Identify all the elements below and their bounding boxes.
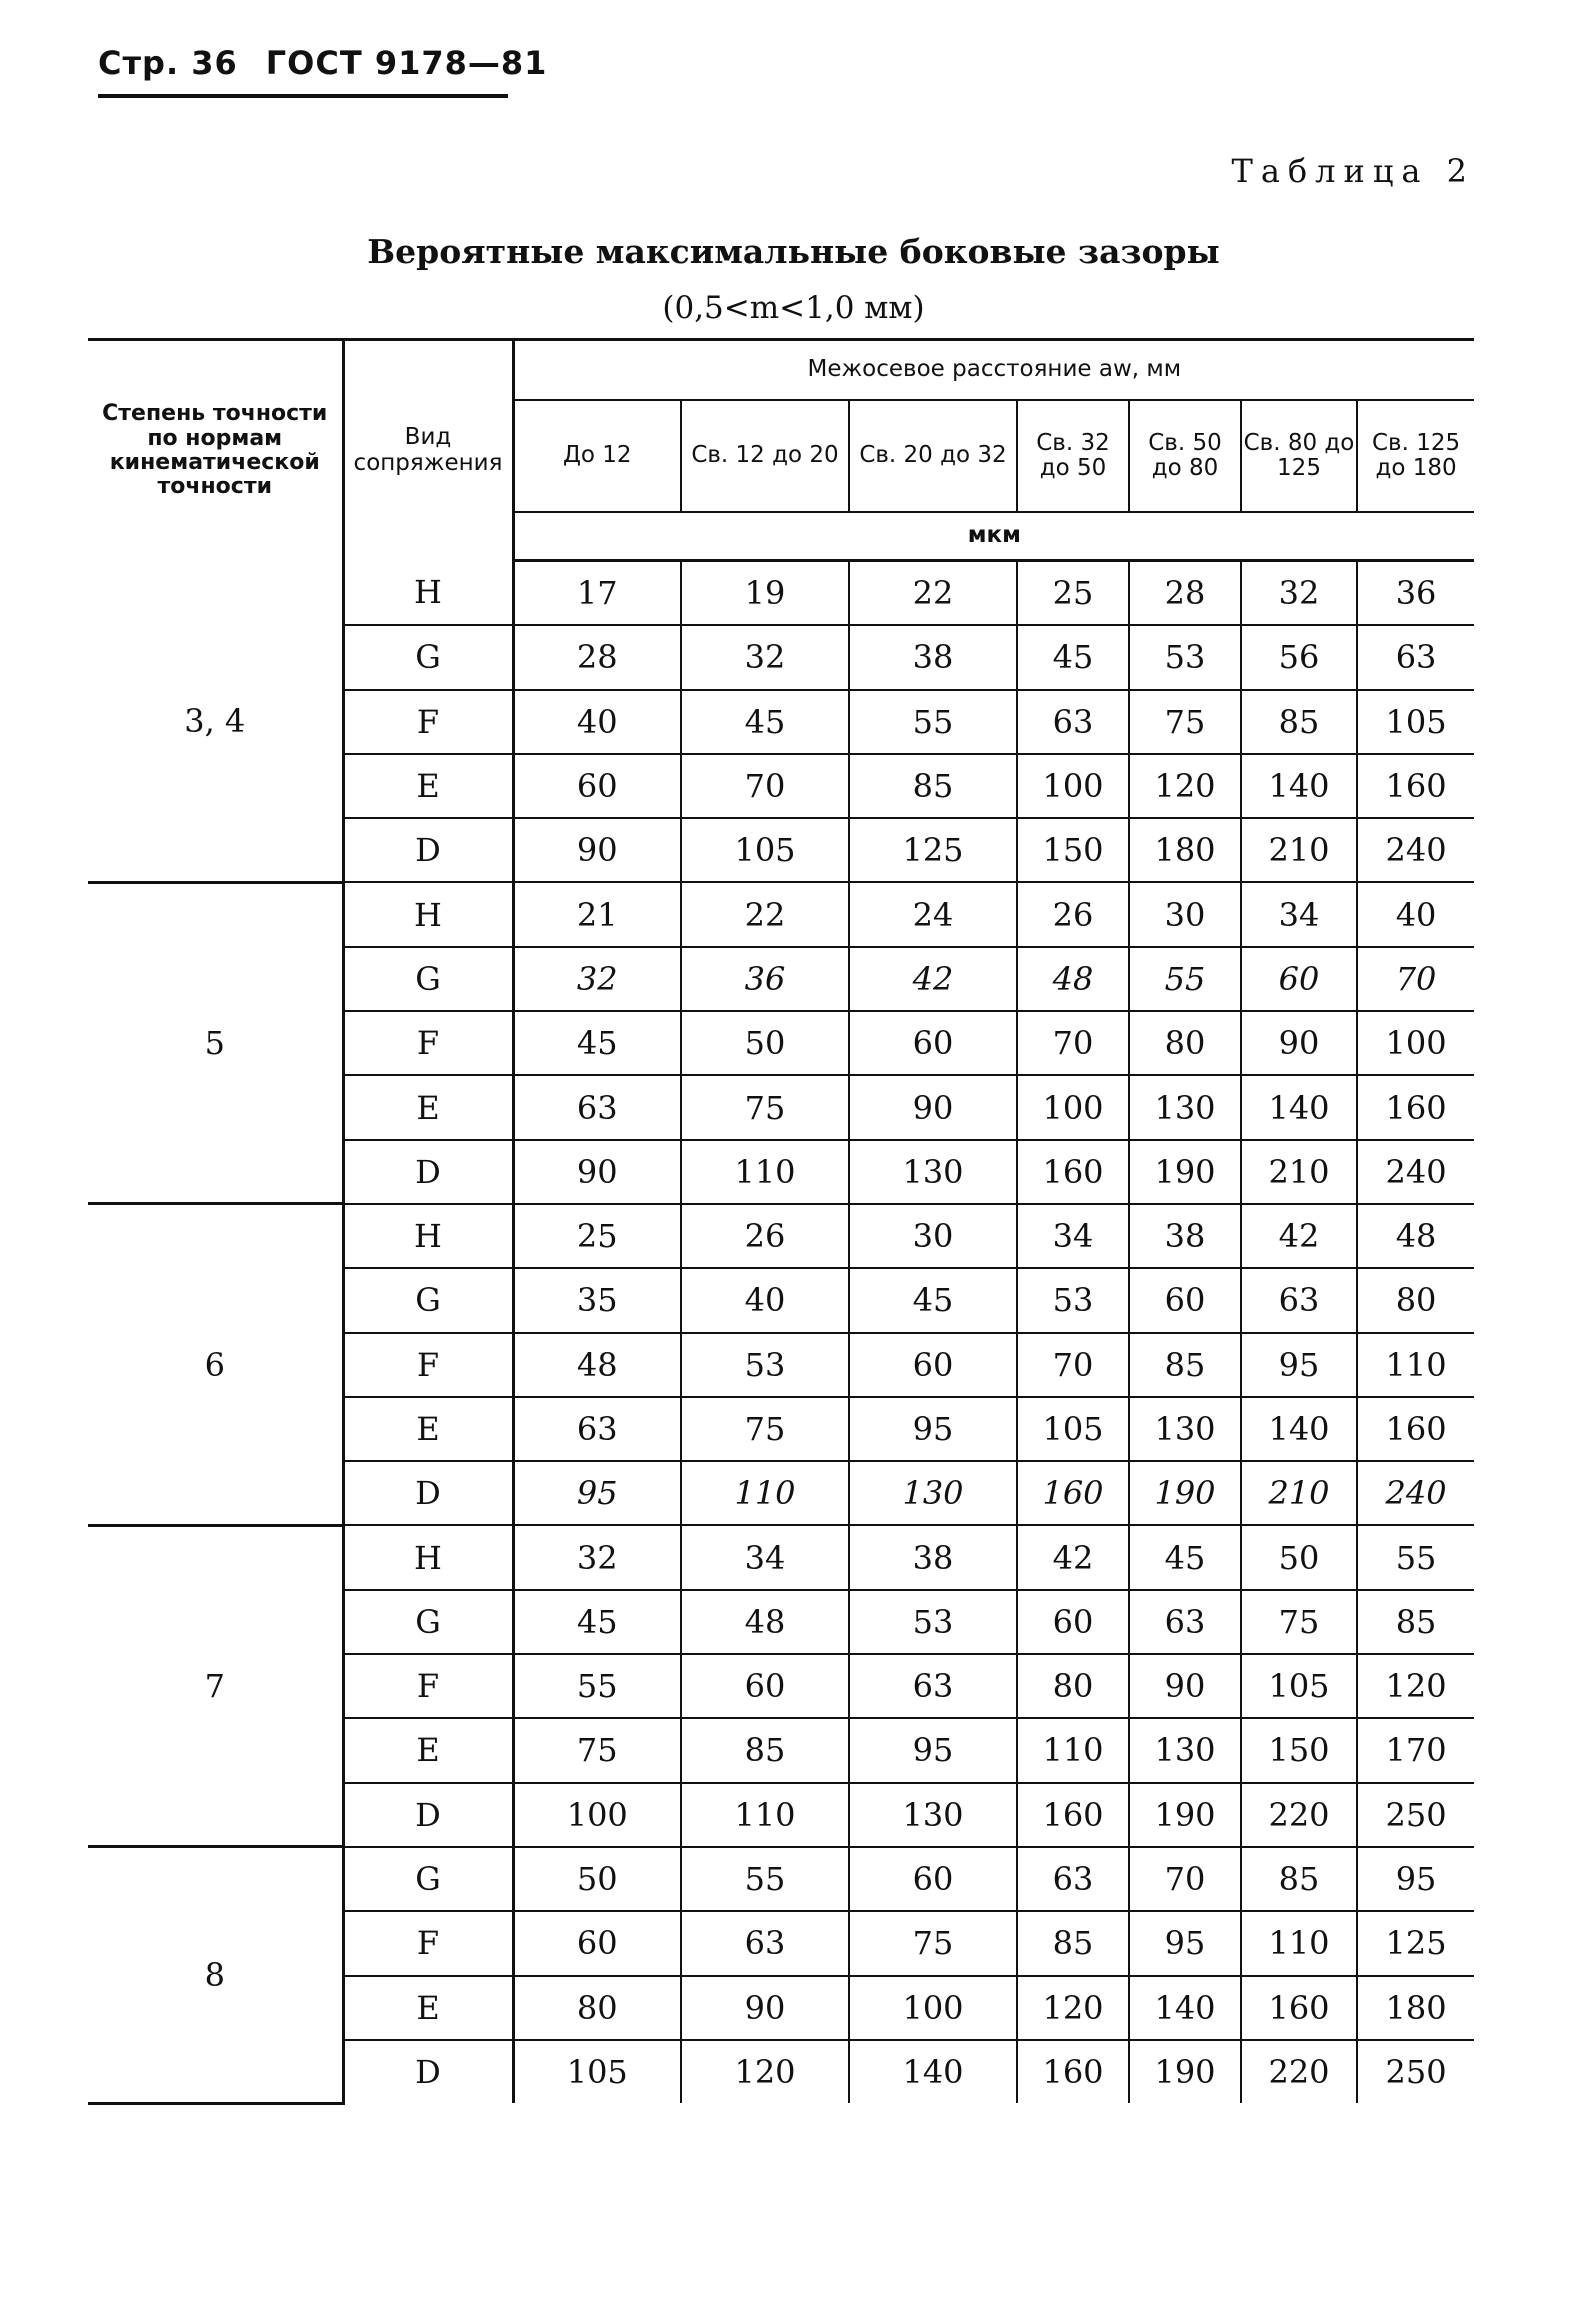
- clearance-value-cell: 48: [1017, 947, 1129, 1011]
- clearance-value-cell: 30: [849, 1204, 1017, 1268]
- clearance-value-cell: 48: [681, 1590, 849, 1654]
- clearance-value-cell: 80: [513, 1976, 681, 2040]
- clearance-value-cell: 160: [1357, 1075, 1474, 1139]
- clearance-value-cell: 100: [849, 1976, 1017, 2040]
- table-title: Вероятные максимальные боковые зазоры: [367, 232, 1220, 271]
- fit-type-cell: E: [343, 1976, 513, 2040]
- clearance-value-cell: 53: [1017, 1268, 1129, 1332]
- table-row: [88, 1204, 1474, 1268]
- clearance-value-cell: 60: [1241, 947, 1357, 1011]
- clearance-value-cell: 160: [1357, 1397, 1474, 1461]
- fit-type-cell: H: [343, 561, 513, 626]
- clearance-value-cell: 75: [1241, 1590, 1357, 1654]
- fit-type-cell: D: [343, 1783, 513, 1847]
- clearance-value-cell: 63: [849, 1654, 1017, 1718]
- clearance-value-cell: 42: [849, 947, 1017, 1011]
- clearance-value-cell: 60: [849, 1847, 1017, 1911]
- table-subtitle: (0,5<m<1,0 мм): [662, 290, 925, 326]
- clearance-value-cell: 25: [1017, 561, 1129, 626]
- clearance-value-cell: 100: [1017, 1075, 1129, 1139]
- clearance-value-cell: 130: [1129, 1397, 1241, 1461]
- fit-type-cell: F: [343, 1911, 513, 1975]
- clearance-value-cell: 48: [1357, 1204, 1474, 1268]
- table-row: [88, 882, 1474, 946]
- clearance-value-cell: 240: [1357, 818, 1474, 882]
- clearance-value-cell: 34: [1241, 882, 1357, 946]
- fit-type-cell: D: [343, 1140, 513, 1204]
- fit-type-cell: G: [343, 1268, 513, 1332]
- clearance-value-cell: 190: [1129, 2040, 1241, 2103]
- clearance-value-cell: 150: [1241, 1718, 1357, 1782]
- clearance-value-cell: 32: [513, 947, 681, 1011]
- clearance-value-cell: 70: [1017, 1011, 1129, 1075]
- clearance-value-cell: 110: [681, 1140, 849, 1204]
- clearance-value-cell: 95: [849, 1397, 1017, 1461]
- degree-column-header: Степень точности по нормам кинематической точности: [88, 340, 343, 561]
- clearance-value-cell: 42: [1017, 1525, 1129, 1589]
- clearance-value-cell: 22: [681, 882, 849, 946]
- clearance-value-cell: 125: [849, 818, 1017, 882]
- clearance-value-cell: 70: [1017, 1333, 1129, 1397]
- clearance-value-cell: 50: [1241, 1525, 1357, 1589]
- clearance-value-cell: 63: [1357, 625, 1474, 689]
- clearance-value-cell: 80: [1017, 1654, 1129, 1718]
- clearance-value-cell: 120: [1129, 754, 1241, 818]
- clearance-value-cell: 26: [681, 1204, 849, 1268]
- clearance-value-cell: 85: [681, 1718, 849, 1782]
- clearance-value-cell: 75: [681, 1397, 849, 1461]
- fit-type-cell: E: [343, 1718, 513, 1782]
- clearance-value-cell: 55: [1357, 1525, 1474, 1589]
- clearance-value-cell: 45: [681, 690, 849, 754]
- clearance-value-cell: 100: [513, 1783, 681, 1847]
- clearance-value-cell: 130: [849, 1461, 1017, 1525]
- clearance-value-cell: 63: [1017, 1847, 1129, 1911]
- clearance-value-cell: 75: [849, 1911, 1017, 1975]
- clearance-value-cell: 85: [1129, 1333, 1241, 1397]
- clearance-value-cell: 35: [513, 1268, 681, 1332]
- fit-type-cell: H: [343, 1204, 513, 1268]
- standard-number: ГОСТ 9178—81: [265, 44, 548, 82]
- clearance-value-cell: 60: [1129, 1268, 1241, 1332]
- accuracy-degree-cell: 5: [88, 882, 343, 1203]
- clearance-value-cell: 160: [1017, 1783, 1129, 1847]
- clearance-value-cell: 55: [513, 1654, 681, 1718]
- clearance-value-cell: 130: [849, 1140, 1017, 1204]
- clearance-value-cell: 130: [1129, 1075, 1241, 1139]
- clearance-value-cell: 180: [1129, 818, 1241, 882]
- clearance-value-cell: 34: [1017, 1204, 1129, 1268]
- clearance-value-cell: 36: [681, 947, 849, 1011]
- fit-type-cell: G: [343, 947, 513, 1011]
- clearance-value-cell: 40: [681, 1268, 849, 1332]
- clearance-value-cell: 95: [513, 1461, 681, 1525]
- clearance-value-cell: 170: [1357, 1718, 1474, 1782]
- clearance-value-cell: 53: [849, 1590, 1017, 1654]
- clearance-value-cell: 80: [1129, 1011, 1241, 1075]
- clearance-value-cell: 63: [513, 1397, 681, 1461]
- clearance-value-cell: 75: [681, 1075, 849, 1139]
- clearance-value-cell: 45: [513, 1011, 681, 1075]
- clearance-value-cell: 40: [513, 690, 681, 754]
- clearance-value-cell: 55: [681, 1847, 849, 1911]
- clearance-value-cell: 150: [1017, 818, 1129, 882]
- clearance-value-cell: 180: [1357, 1976, 1474, 2040]
- clearance-value-cell: 210: [1241, 1140, 1357, 1204]
- clearance-value-cell: 48: [513, 1333, 681, 1397]
- clearance-value-cell: 60: [681, 1654, 849, 1718]
- fit-type-cell: G: [343, 1847, 513, 1911]
- clearance-value-cell: 105: [681, 818, 849, 882]
- clearance-value-cell: 95: [849, 1718, 1017, 1782]
- accuracy-degree-cell: 6: [88, 1204, 343, 1525]
- clearance-value-cell: 70: [1357, 947, 1474, 1011]
- clearance-value-cell: 45: [1017, 625, 1129, 689]
- clearance-value-cell: 130: [849, 1783, 1017, 1847]
- clearance-value-cell: 190: [1129, 1783, 1241, 1847]
- clearance-value-cell: 210: [1241, 818, 1357, 882]
- clearance-value-cell: 90: [513, 818, 681, 882]
- clearance-value-cell: 50: [681, 1011, 849, 1075]
- clearance-value-cell: 26: [1017, 882, 1129, 946]
- fit-type-cell: G: [343, 1590, 513, 1654]
- fit-type-cell: G: [343, 625, 513, 689]
- clearance-value-cell: 75: [513, 1718, 681, 1782]
- clearance-value-cell: 120: [1357, 1654, 1474, 1718]
- clearance-value-cell: 38: [1129, 1204, 1241, 1268]
- clearance-value-cell: 55: [849, 690, 1017, 754]
- clearance-value-cell: 140: [1241, 1075, 1357, 1139]
- clearance-value-cell: 190: [1129, 1140, 1241, 1204]
- clearance-value-cell: 85: [1357, 1590, 1474, 1654]
- units-header: мкм: [513, 512, 1474, 561]
- clearance-value-cell: 50: [513, 1847, 681, 1911]
- clearance-value-cell: 38: [849, 625, 1017, 689]
- clearance-value-cell: 63: [1017, 690, 1129, 754]
- clearance-value-cell: 45: [849, 1268, 1017, 1332]
- clearance-value-cell: 105: [1357, 690, 1474, 754]
- clearance-value-cell: 120: [681, 2040, 849, 2103]
- clearance-value-cell: 210: [1241, 1461, 1357, 1525]
- table-row: [88, 1525, 1474, 1589]
- clearance-value-cell: 85: [1017, 1911, 1129, 1975]
- clearance-value-cell: 125: [1357, 1911, 1474, 1975]
- clearance-value-cell: 70: [1129, 1847, 1241, 1911]
- clearance-value-cell: 95: [1129, 1911, 1241, 1975]
- clearance-value-cell: 60: [1017, 1590, 1129, 1654]
- clearance-value-cell: 120: [1017, 1976, 1129, 2040]
- clearance-table: [88, 338, 1474, 2105]
- clearance-value-cell: 70: [681, 754, 849, 818]
- clearance-value-cell: 32: [513, 1525, 681, 1589]
- fit-type-cell: F: [343, 1011, 513, 1075]
- clearance-value-cell: 63: [1129, 1590, 1241, 1654]
- clearance-value-cell: 60: [513, 1911, 681, 1975]
- range-header: Св. 12 до 20: [681, 400, 849, 512]
- range-header: Св. 32 до 50: [1017, 400, 1129, 512]
- clearance-value-cell: 75: [1129, 690, 1241, 754]
- range-header: Св. 50 до 80: [1129, 400, 1241, 512]
- clearance-value-cell: 130: [1129, 1718, 1241, 1782]
- clearance-value-cell: 100: [1357, 1011, 1474, 1075]
- range-header: Св. 125 до 180: [1357, 400, 1474, 512]
- fit-type-cell: D: [343, 2040, 513, 2103]
- clearance-value-cell: 45: [1129, 1525, 1241, 1589]
- clearance-value-cell: 21: [513, 882, 681, 946]
- fit-type-cell: E: [343, 1075, 513, 1139]
- clearance-value-cell: 220: [1241, 2040, 1357, 2103]
- clearance-value-cell: 32: [1241, 561, 1357, 626]
- clearance-value-cell: 140: [849, 2040, 1017, 2103]
- clearance-value-cell: 24: [849, 882, 1017, 946]
- clearance-value-cell: 110: [681, 1783, 849, 1847]
- clearance-value-cell: 90: [513, 1140, 681, 1204]
- clearance-value-cell: 55: [1129, 947, 1241, 1011]
- clearance-value-cell: 53: [1129, 625, 1241, 689]
- clearance-value-cell: 25: [513, 1204, 681, 1268]
- table-label: Таблица 2: [1231, 152, 1475, 190]
- clearance-value-cell: 90: [849, 1075, 1017, 1139]
- clearance-value-cell: 85: [1241, 690, 1357, 754]
- clearance-value-cell: 60: [513, 754, 681, 818]
- clearance-value-cell: 240: [1357, 1461, 1474, 1525]
- fit-type-cell: F: [343, 690, 513, 754]
- clearance-value-cell: 100: [1017, 754, 1129, 818]
- accuracy-degree-cell: 7: [88, 1525, 343, 1846]
- fit-type-cell: H: [343, 1525, 513, 1589]
- clearance-value-cell: 240: [1357, 1140, 1474, 1204]
- clearance-value-cell: 63: [513, 1075, 681, 1139]
- clearance-value-cell: 34: [681, 1525, 849, 1589]
- clearance-value-cell: 110: [681, 1461, 849, 1525]
- running-head-rule: [98, 94, 508, 98]
- range-header: Св. 20 до 32: [849, 400, 1017, 512]
- clearance-value-cell: 140: [1241, 1397, 1357, 1461]
- clearance-value-cell: 140: [1129, 1976, 1241, 2040]
- clearance-value-cell: 60: [849, 1011, 1017, 1075]
- clearance-value-cell: 30: [1129, 882, 1241, 946]
- clearance-value-cell: 95: [1357, 1847, 1474, 1911]
- clearance-value-cell: 45: [513, 1590, 681, 1654]
- clearance-value-cell: 105: [1241, 1654, 1357, 1718]
- page-number: Стр. 36: [98, 44, 238, 82]
- clearance-value-cell: 190: [1129, 1461, 1241, 1525]
- fit-type-cell: E: [343, 1397, 513, 1461]
- clearance-value-cell: 53: [681, 1333, 849, 1397]
- table-row: [88, 1847, 1474, 1911]
- clearance-value-cell: 56: [1241, 625, 1357, 689]
- clearance-value-cell: 110: [1357, 1333, 1474, 1397]
- fit-column-header: Вид сопряжения: [343, 340, 513, 561]
- clearance-value-cell: 28: [513, 625, 681, 689]
- clearance-value-cell: 160: [1017, 1461, 1129, 1525]
- clearance-value-cell: 90: [1129, 1654, 1241, 1718]
- clearance-value-cell: 160: [1241, 1976, 1357, 2040]
- accuracy-degree-cell: 8: [88, 1847, 343, 2103]
- fit-type-cell: D: [343, 818, 513, 882]
- fit-type-cell: H: [343, 882, 513, 946]
- clearance-value-cell: 160: [1017, 2040, 1129, 2103]
- clearance-value-cell: 85: [1241, 1847, 1357, 1911]
- clearance-value-cell: 160: [1017, 1140, 1129, 1204]
- clearance-value-cell: 85: [849, 754, 1017, 818]
- clearance-value-cell: 105: [1017, 1397, 1129, 1461]
- clearance-value-cell: 140: [1241, 754, 1357, 818]
- clearance-value-cell: 19: [681, 561, 849, 626]
- range-header: Св. 80 до 125: [1241, 400, 1357, 512]
- clearance-value-cell: 220: [1241, 1783, 1357, 1847]
- clearance-value-cell: 22: [849, 561, 1017, 626]
- clearance-value-cell: 80: [1357, 1268, 1474, 1332]
- clearance-value-cell: 63: [1241, 1268, 1357, 1332]
- clearance-value-cell: 250: [1357, 2040, 1474, 2103]
- clearance-value-cell: 110: [1241, 1911, 1357, 1975]
- clearance-value-cell: 40: [1357, 882, 1474, 946]
- fit-type-cell: F: [343, 1333, 513, 1397]
- table-row: [88, 561, 1474, 626]
- accuracy-degree-cell: 3, 4: [88, 561, 343, 883]
- clearance-value-cell: 105: [566, 2052, 628, 2091]
- clearance-value-cell: 110: [1017, 1718, 1129, 1782]
- clearance-value-cell: 90: [681, 1976, 849, 2040]
- fit-type-cell: D: [343, 1461, 513, 1525]
- clearance-value-cell: 42: [1241, 1204, 1357, 1268]
- clearance-value-cell: 38: [849, 1525, 1017, 1589]
- running-head: [98, 44, 547, 82]
- clearance-value-cell: 36: [1357, 561, 1474, 626]
- clearance-value-cell: 160: [1357, 754, 1474, 818]
- clearance-value-cell: 90: [1241, 1011, 1357, 1075]
- clearance-value-cell: 250: [1357, 1783, 1474, 1847]
- clearance-value-cell: 60: [849, 1333, 1017, 1397]
- clearance-value-cell: 17: [513, 561, 681, 626]
- clearance-value-cell: 95: [1241, 1333, 1357, 1397]
- fit-type-cell: E: [343, 754, 513, 818]
- center-distance-header: Межосевое расстояние aw, мм: [513, 340, 1474, 401]
- clearance-value-cell: 32: [681, 625, 849, 689]
- clearance-value-cell: 63: [681, 1911, 849, 1975]
- fit-type-cell: F: [343, 1654, 513, 1718]
- clearance-value-cell: 28: [1129, 561, 1241, 626]
- range-header: До 12: [513, 400, 681, 512]
